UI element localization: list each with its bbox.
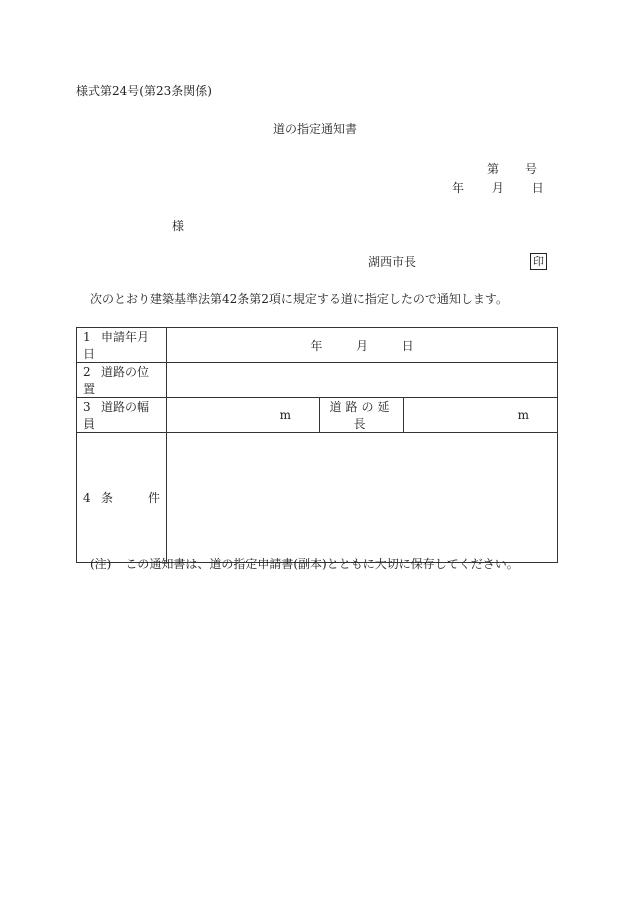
date-month: 月 (491, 181, 504, 195)
document-number (487, 162, 537, 176)
conditions-value (167, 433, 558, 563)
recipient-suffix: 様 (172, 219, 185, 233)
row-label-text: 申請年月日 (83, 330, 150, 361)
row-number: 1 (83, 330, 91, 344)
row-label-text: 道路の幅員 (83, 400, 150, 431)
app-date-month: 月 (356, 338, 369, 353)
application-date-value (167, 328, 558, 363)
footnote (90, 557, 519, 571)
row-label (77, 433, 167, 563)
road-width-unit: m (279, 408, 291, 422)
issue-date (452, 181, 544, 195)
app-date-day: 日 (401, 338, 414, 353)
road-length-value (404, 398, 558, 433)
table-row-application-date (77, 328, 558, 363)
conditions-label-a: 条 (101, 491, 114, 505)
number-go: 号 (525, 162, 538, 176)
road-width-value (167, 398, 320, 433)
table-row-conditions (77, 433, 558, 563)
notice-table (76, 327, 558, 563)
row-label (77, 328, 167, 363)
row-label (77, 363, 167, 398)
row-number: 4 (83, 491, 91, 505)
row-number: 3 (83, 400, 91, 414)
issuer-name: 湖西市長 (368, 255, 417, 269)
row-label-text: 道路の位置 (83, 365, 150, 396)
seal-mark: 印 (530, 253, 547, 270)
form-number: 様式第24号(第23条関係) (76, 84, 212, 98)
road-length-unit: m (517, 408, 530, 422)
notice-body: 次のとおり建築基準法第42条第2項に規定する道に指定したので通知します。 (90, 292, 508, 306)
road-length-label: 道路の延長 (320, 398, 404, 433)
note-text: この通知書は、道の指定申請書(副本)とともに大切に保存してください。 (125, 557, 519, 571)
document-title: 道の指定通知書 (272, 122, 357, 136)
road-location-value (167, 363, 558, 398)
table-row-road-width (77, 398, 558, 433)
conditions-label-b: 件 (147, 491, 160, 505)
table-row-road-location (77, 363, 558, 398)
date-day: 日 (531, 181, 544, 195)
number-dai: 第 (487, 162, 500, 176)
row-number: 2 (83, 365, 91, 379)
note-prefix: (注) (90, 557, 112, 571)
row-label (77, 398, 167, 433)
app-date-year: 年 (310, 338, 323, 353)
date-year: 年 (452, 181, 465, 195)
